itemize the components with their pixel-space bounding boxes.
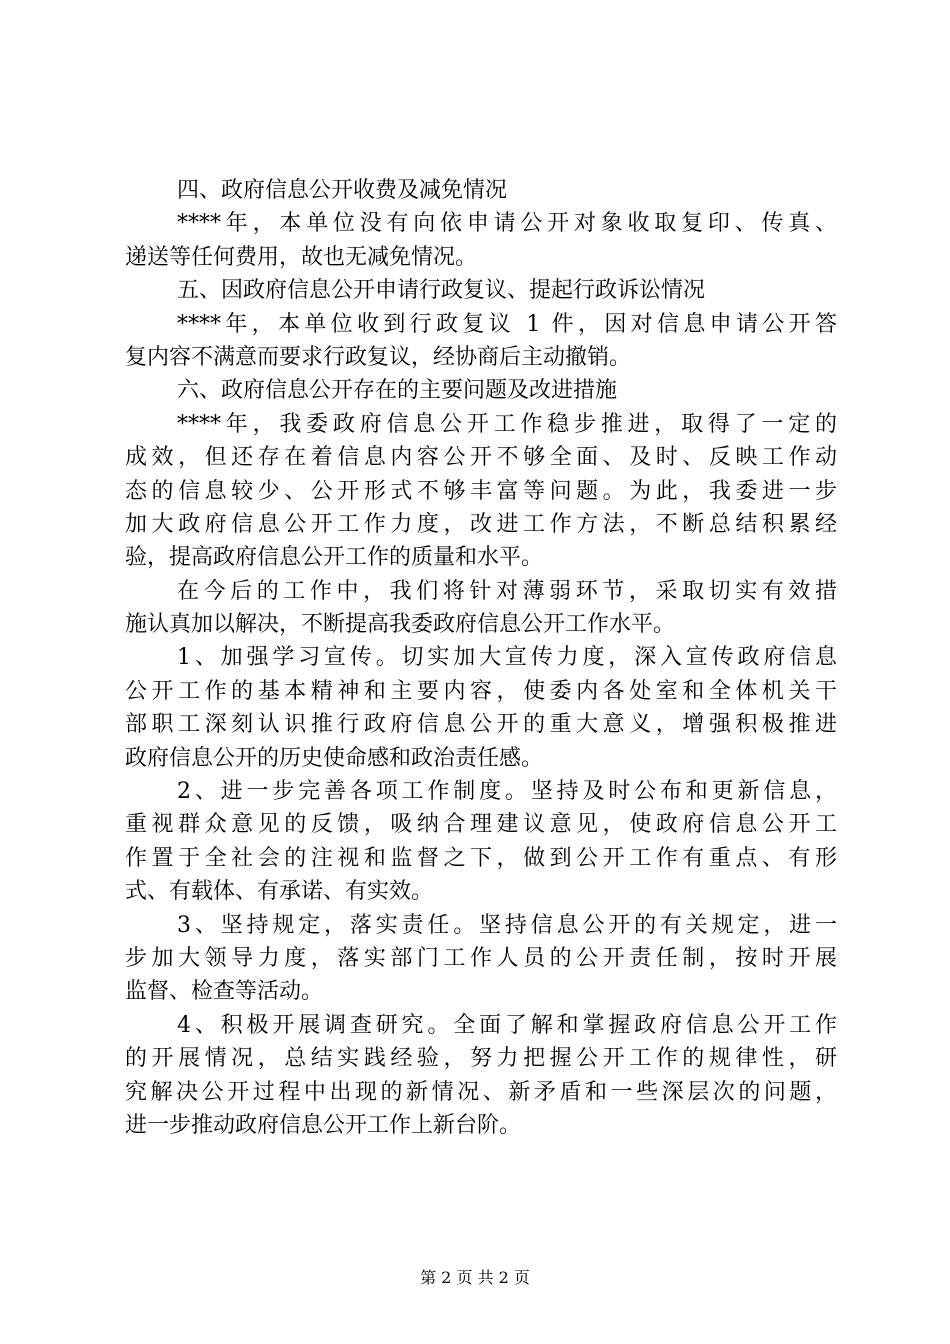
paragraph-line: ****年，本单位收到行政复议 1 件，因对信息申请公开答 (177, 311, 837, 337)
paragraph-line: 作置于全社会的注视和监督之下，做到公开工作有重点、有形 (125, 845, 837, 871)
section-heading-review: 五、因政府信息公开申请行政复议、提起行政诉讼情况 (177, 278, 706, 304)
paragraph-line: 监督、检查等活动。 (125, 979, 324, 1005)
paragraph-line: 步加大领导力度，落实部门工作人员的公开责任制，按时开展 (125, 945, 837, 971)
paragraph-line: 递送等任何费用，故也无减免情况。 (125, 244, 478, 270)
paragraph-line: 在今后的工作中，我们将针对薄弱环节，采取切实有效措 (177, 578, 837, 604)
section-heading-fees: 四、政府信息公开收费及减免情况 (177, 178, 508, 203)
paragraph-line: 验，提高政府信息公开工作的质量和水平。 (125, 545, 544, 571)
paragraph-line: 式、有载体、有承诺、有实效。 (125, 879, 434, 905)
list-item-3: 3、坚持规定，落实责任。坚持信息公开的有关规定，进一 (177, 912, 837, 938)
page-number-footer: 第 2 页 共 2 页 (420, 1268, 530, 1287)
paragraph-line: 的开展情况，总结实践经验，努力把握公开工作的规律性，研 (125, 1046, 837, 1072)
paragraph-line: 重视群众意见的反馈，吸纳合理建议意见，使政府信息公开工 (125, 812, 837, 838)
paragraph-line: 态的信息较少、公开形式不够丰富等问题。为此，我委进一步 (125, 478, 837, 504)
section-heading-problems: 六、政府信息公开存在的主要问题及改进措施 (177, 378, 618, 404)
paragraph-line: ****年，本单位没有向依申请公开对象收取复印、传真、 (177, 211, 837, 237)
paragraph-line: 进一步推动政府信息公开工作上新台阶。 (125, 1112, 522, 1138)
paragraph-line: 政府信息公开的历史使命感和政治责任感。 (125, 745, 544, 771)
paragraph-line: 施认真加以解决，不断提高我委政府信息公开工作水平。 (125, 612, 676, 638)
paragraph-line: 成效，但还存在着信息内容公开不够全面、及时、反映工作动 (125, 445, 837, 471)
list-item-2: 2、进一步完善各项工作制度。坚持及时公布和更新信息， (177, 779, 837, 805)
paragraph-line: 复内容不满意而要求行政复议，经协商后主动撤销。 (125, 344, 632, 370)
list-item-4: 4、积极开展调查研究。全面了解和掌握政府信息公开工作 (177, 1012, 837, 1038)
paragraph-line: 加大政府信息公开工作力度，改进工作方法，不断总结积累经 (125, 511, 837, 537)
paragraph-line: 公开工作的基本精神和主要内容，使委内各处室和全体机关干 (125, 678, 837, 704)
paragraph-line: ****年，我委政府信息公开工作稳步推进，取得了一定的 (177, 411, 837, 437)
document-body (125, 174, 837, 1142)
list-item-1: 1、加强学习宣传。切实加大宣传力度，深入宣传政府信息 (177, 645, 837, 671)
paragraph-line: 部职工深刻认识推行政府信息公开的重大意义，增强积极推进 (125, 712, 837, 738)
paragraph-line: 究解决公开过程中出现的新情况、新矛盾和一些深层次的问题， (125, 1079, 837, 1105)
